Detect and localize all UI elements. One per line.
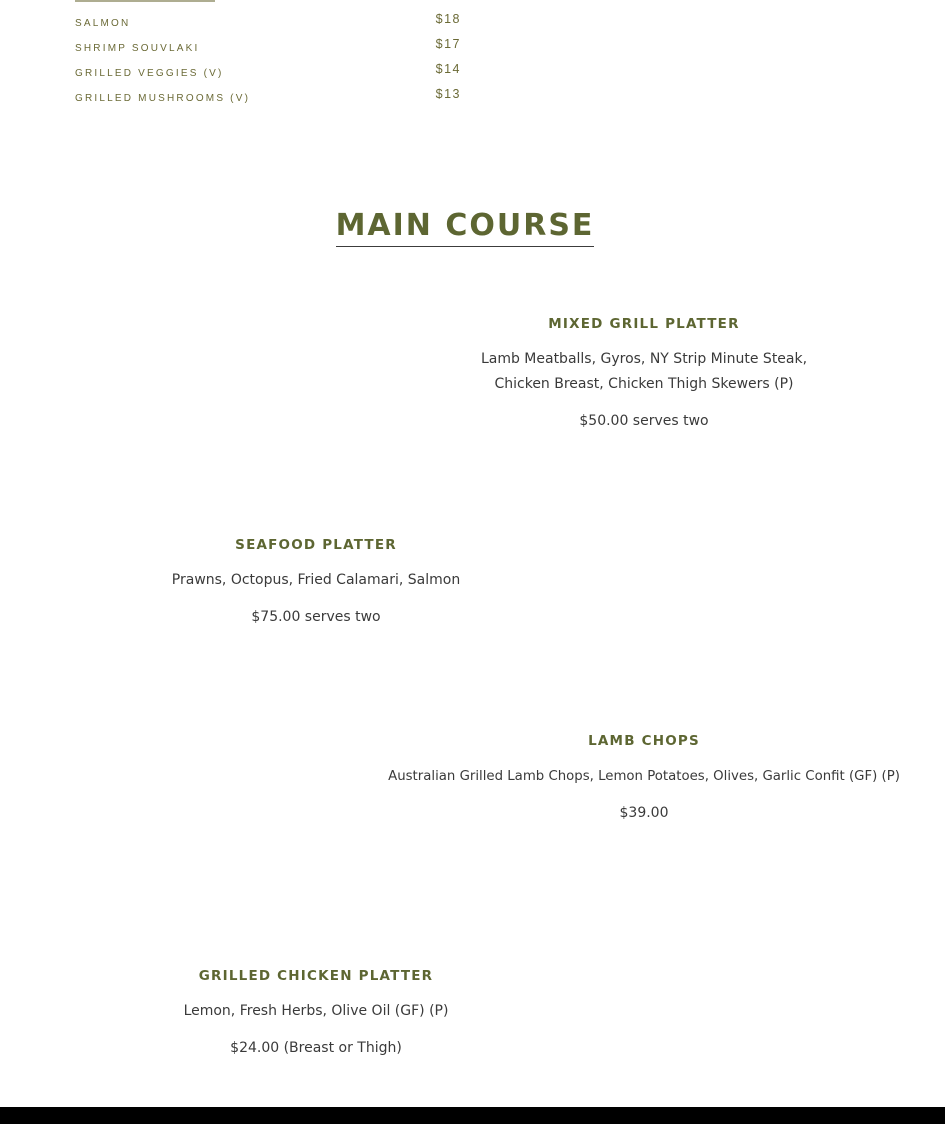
dish-name: GRILLED CHICKEN PLATTER (198, 968, 434, 984)
dish-name: LAMB CHOPS (588, 733, 700, 749)
dish-price: $24.00 (Breast or Thigh) (230, 1040, 402, 1056)
dish-description-line: Australian Grilled Lamb Chops, Lemon Potatoes, Olives, Garlic Confit (GF) (P) (388, 769, 900, 784)
side-item (75, 62, 461, 82)
section-title: MAIN COURSE (336, 208, 595, 247)
dish-name: SEAFOOD PLATTER (235, 537, 397, 553)
side-item-name: SALMON (75, 18, 131, 29)
dish-name: MIXED GRILL PLATTER (548, 316, 740, 332)
dish-description-line: Chicken Breast, Chicken Thigh Skewers (P) (494, 376, 794, 392)
side-item-price: $13 (435, 87, 461, 101)
dish-seafood-platter (116, 536, 516, 627)
dish-price: $39.00 (619, 805, 669, 821)
dish-lamb-chops (359, 732, 929, 823)
side-item-name: GRILLED VEGGIES (V) (75, 68, 224, 79)
dish-description-line: Lamb Meatballs, Gyros, NY Strip Minute Steak, (480, 351, 808, 367)
dish-mixed-grill-platter (444, 315, 844, 431)
side-item (75, 37, 461, 57)
dish-description-line: Lemon, Fresh Herbs, Olive Oil (GF) (P) (183, 1003, 449, 1019)
side-item (75, 87, 461, 107)
cut-off-menu-item (75, 0, 215, 3)
side-item (75, 12, 461, 32)
side-item-price: $18 (435, 12, 461, 26)
dish-description-line: Prawns, Octopus, Fried Calamari, Salmon (171, 572, 461, 588)
dish-grilled-chicken-platter (116, 967, 516, 1058)
dish-description (444, 347, 844, 397)
section-title-wrapper (0, 208, 945, 247)
dish-price: $50.00 serves two (579, 413, 709, 429)
side-item-name: GRILLED MUSHROOMS (V) (75, 93, 251, 104)
side-item-name: SHRIMP SOUVLAKI (75, 43, 200, 54)
side-item-price: $14 (435, 62, 461, 76)
dish-price: $75.00 serves two (251, 609, 381, 625)
dish-description (116, 568, 516, 593)
dish-description (116, 999, 516, 1024)
side-item-price: $17 (435, 37, 461, 51)
dish-description (359, 764, 929, 789)
footer-bar (0, 1107, 945, 1124)
